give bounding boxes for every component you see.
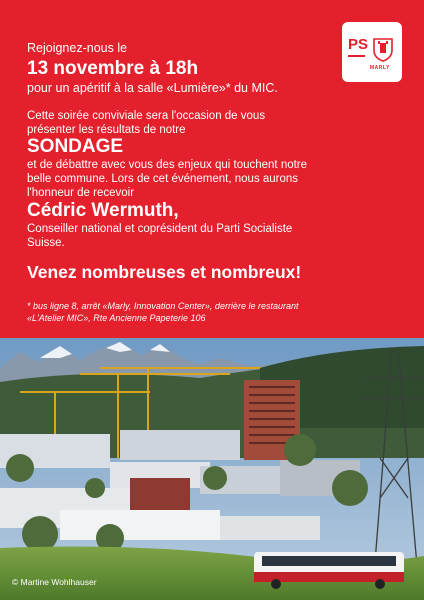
crest-icon [372, 36, 394, 62]
logo-town: MARLY [370, 65, 390, 71]
body-line: belle commune. Lors de cet événement, nous aurons [27, 173, 299, 185]
body-line: l'honneur de recevoir [27, 187, 135, 199]
town-photo [0, 338, 424, 600]
guest-role: Conseiller national et coprésident du Parti Socialiste [27, 223, 293, 235]
body-line: et de débattre avec vous des enjeux qui touchent notre [27, 159, 308, 171]
landscape-image [0, 338, 424, 600]
logo-text: PS [348, 36, 369, 53]
body-line: présenter les résultats de notre [27, 124, 186, 136]
invite-intro: Rejoignez-nous le [27, 41, 128, 55]
invite-location: pour un apéritif à la salle «Lumière»* du MIC. [27, 81, 278, 95]
ps-marly-logo [342, 22, 402, 82]
sondage-heading: SONDAGE [27, 136, 124, 157]
event-date: 13 novembre à 18h [27, 58, 199, 79]
photo-credit: © Martine Wohlhauser [12, 577, 97, 587]
logo-bar [348, 55, 365, 57]
footnote: * bus ligne 8, arrêt «Marly, Innovation Center», derrière le restaurant [27, 301, 299, 311]
body-line: Cette soirée conviviale sera l'occasion de vous [27, 110, 266, 122]
guest-role: Suisse. [27, 237, 65, 249]
footnote: «L'Atelier MIC», Rte Ancienne Papeterie 106 [27, 313, 206, 323]
call-to-action: Venez nombreuses et nombreux! [27, 262, 302, 282]
guest-name: Cédric Wermuth, [27, 200, 179, 221]
